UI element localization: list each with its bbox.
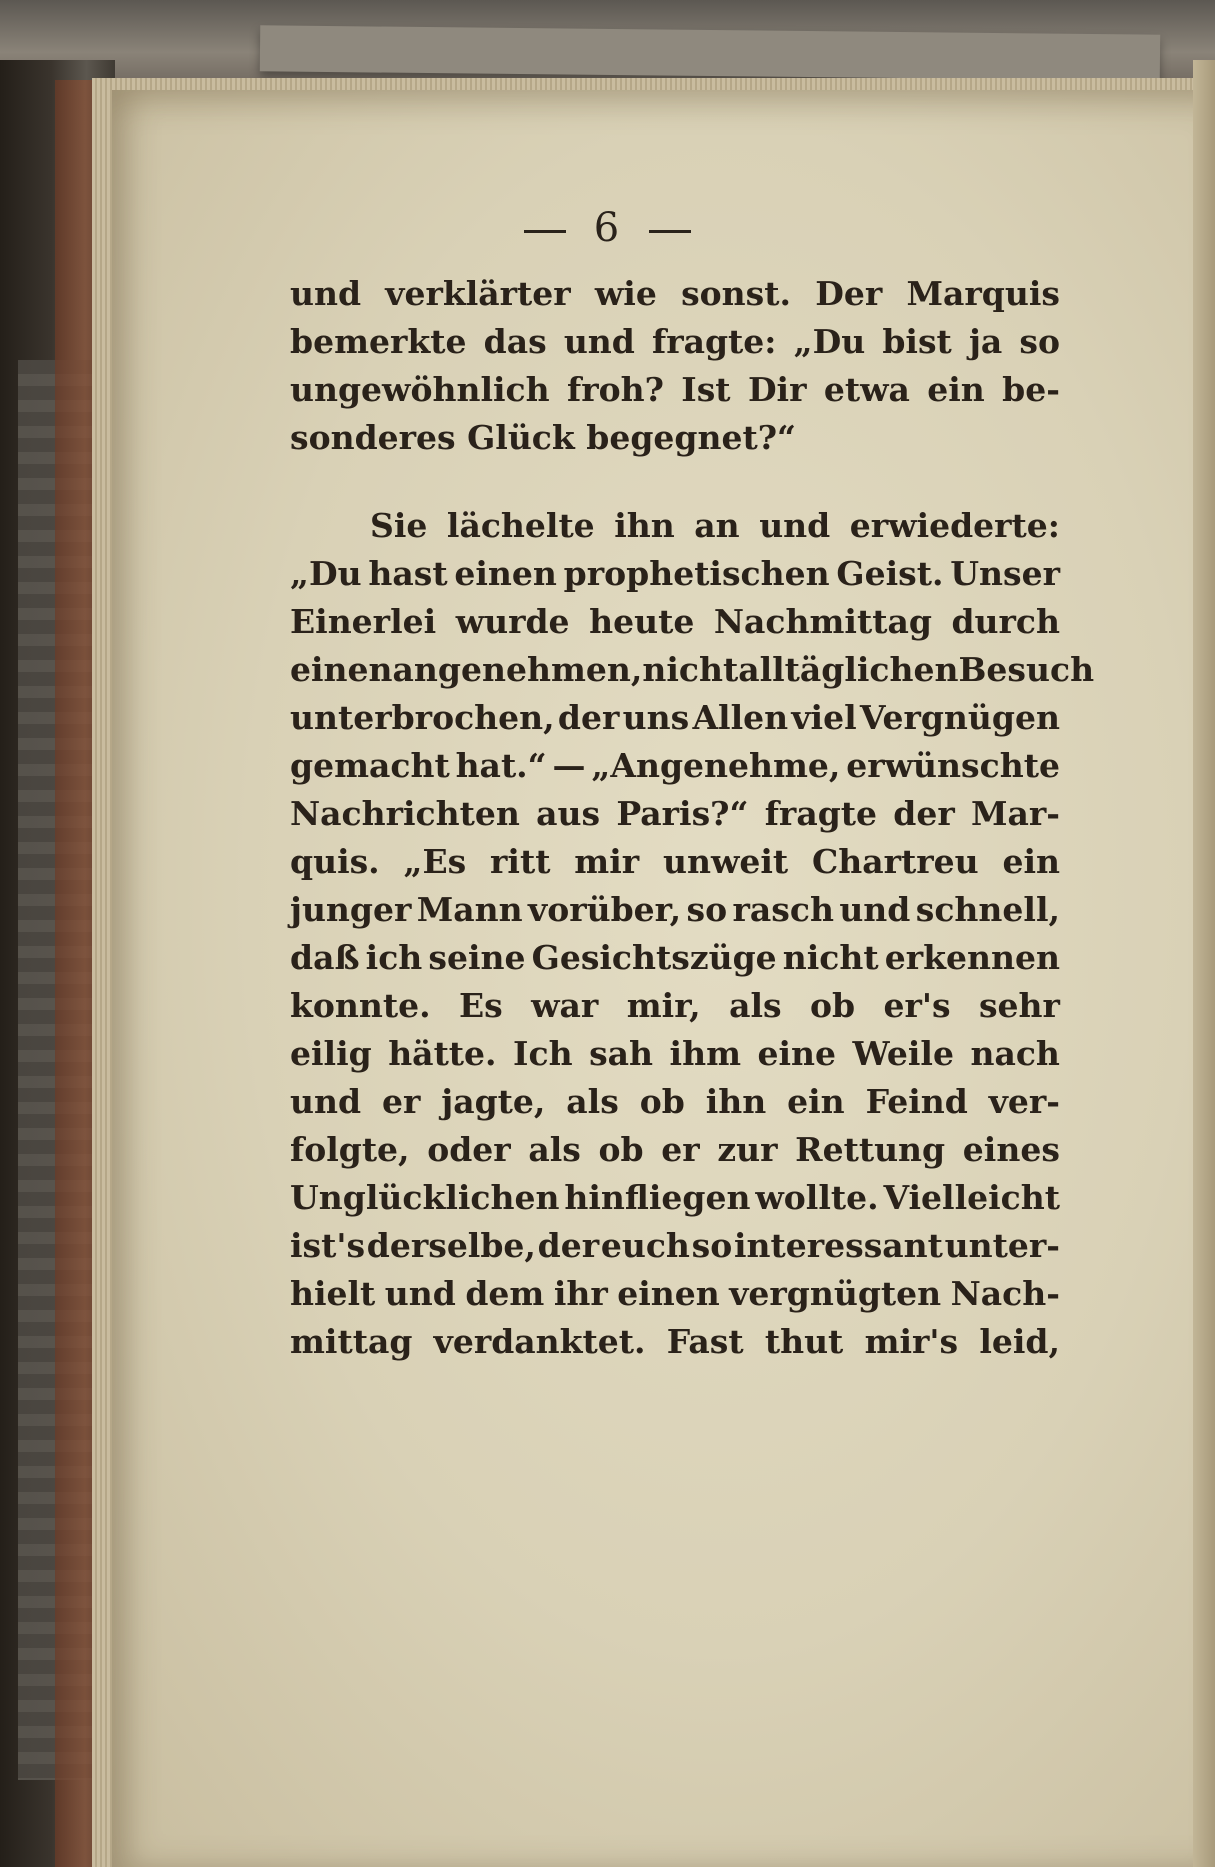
word: durch bbox=[951, 602, 1060, 641]
page-number-header bbox=[0, 205, 1215, 251]
word: Allen bbox=[692, 698, 789, 737]
word: ritt bbox=[490, 842, 551, 881]
word: bemerkte bbox=[290, 322, 467, 361]
word: viel bbox=[791, 698, 857, 737]
word: Ist bbox=[681, 370, 731, 409]
text-line bbox=[290, 1174, 1060, 1222]
word: Vielleicht bbox=[883, 1178, 1060, 1217]
word: ein bbox=[927, 370, 985, 409]
word: hast bbox=[368, 554, 448, 593]
word: Geist. bbox=[836, 554, 944, 593]
word: erkennen bbox=[884, 938, 1060, 977]
word: nicht bbox=[782, 938, 879, 977]
word: erwünschte bbox=[846, 746, 1060, 785]
word: Gesichtszüge bbox=[531, 938, 777, 977]
word: uns bbox=[622, 698, 690, 737]
text-line bbox=[290, 838, 1060, 886]
word: mir's bbox=[864, 1322, 959, 1361]
word: Dir bbox=[747, 370, 807, 409]
word: ungewöhnlich bbox=[290, 370, 550, 409]
word: Nachrichten bbox=[290, 794, 520, 833]
word: interessant bbox=[733, 1226, 943, 1265]
text-line bbox=[290, 1030, 1060, 1078]
text-line bbox=[290, 982, 1060, 1030]
word: unterbrochen, bbox=[290, 698, 555, 737]
word: fragte bbox=[764, 794, 878, 833]
word: einen bbox=[454, 554, 557, 593]
word: verdanktet. bbox=[433, 1322, 646, 1361]
word: einen bbox=[617, 1274, 720, 1313]
word: angenehmen, bbox=[392, 650, 643, 689]
text-line bbox=[290, 886, 1060, 934]
word: und bbox=[384, 1274, 456, 1313]
word: und bbox=[759, 506, 831, 545]
text-line bbox=[290, 270, 1060, 318]
word: Weile bbox=[852, 1034, 954, 1073]
word: daß bbox=[290, 938, 360, 977]
word: der bbox=[557, 698, 620, 737]
word: Sie bbox=[370, 506, 428, 545]
word: und bbox=[290, 1082, 362, 1121]
word: thut bbox=[764, 1322, 844, 1361]
text-line bbox=[290, 366, 1060, 414]
text-line bbox=[290, 1318, 1060, 1366]
word: ein bbox=[1002, 842, 1060, 881]
word: Mar- bbox=[970, 794, 1060, 833]
body-text bbox=[290, 270, 1095, 1366]
text-line bbox=[290, 550, 1060, 598]
text-line bbox=[290, 694, 1060, 742]
word: eilig bbox=[290, 1034, 372, 1073]
text-line bbox=[290, 502, 1060, 550]
word: mir bbox=[574, 842, 640, 881]
text-line bbox=[290, 598, 1060, 646]
word: ob bbox=[639, 1082, 685, 1121]
word: jagte, bbox=[441, 1082, 546, 1121]
word: gemacht bbox=[290, 746, 450, 785]
word: prophetischen bbox=[563, 554, 830, 593]
word: ist's bbox=[290, 1226, 366, 1265]
word: Fast bbox=[666, 1322, 744, 1361]
word: eine bbox=[757, 1034, 837, 1073]
word: als bbox=[528, 1130, 581, 1169]
word: Der bbox=[815, 274, 883, 313]
word: Einerlei bbox=[290, 602, 437, 641]
word: fragte: bbox=[652, 322, 777, 361]
word: ich bbox=[365, 938, 423, 977]
right-page-edge bbox=[1193, 60, 1215, 1867]
word: und bbox=[563, 322, 635, 361]
word: hat.“ bbox=[455, 746, 547, 785]
word: wurde bbox=[455, 602, 570, 641]
cover-binding-strip bbox=[260, 25, 1160, 80]
word: — bbox=[552, 746, 586, 785]
right-dash bbox=[649, 230, 691, 233]
word: und bbox=[839, 890, 911, 929]
word: war bbox=[531, 986, 599, 1025]
word: Mann bbox=[416, 890, 523, 929]
word: hätte. bbox=[388, 1034, 497, 1073]
word: und bbox=[290, 274, 362, 313]
word: Ich bbox=[513, 1034, 573, 1073]
word: Chartreu bbox=[811, 842, 979, 881]
word: unter- bbox=[944, 1226, 1060, 1265]
word: bist bbox=[882, 322, 952, 361]
word: als bbox=[566, 1082, 619, 1121]
word: ein bbox=[787, 1082, 845, 1121]
word: wie bbox=[594, 274, 657, 313]
word: alltäglichen bbox=[738, 650, 959, 689]
word: heute bbox=[589, 602, 695, 641]
word: eines bbox=[962, 1130, 1060, 1169]
word: unweit bbox=[662, 842, 789, 881]
word: sah bbox=[589, 1034, 654, 1073]
word: so bbox=[691, 1226, 733, 1265]
word: zur bbox=[717, 1130, 778, 1169]
word: konnte. bbox=[290, 986, 431, 1025]
word: der bbox=[537, 1226, 600, 1265]
word: nicht bbox=[642, 650, 739, 689]
word: sehr bbox=[978, 986, 1060, 1025]
word: nach bbox=[970, 1034, 1060, 1073]
text-line bbox=[290, 646, 1095, 694]
word: ihn bbox=[614, 506, 675, 545]
text-line bbox=[290, 414, 1060, 462]
word: erwiederte: bbox=[849, 506, 1060, 545]
word: sonst. bbox=[681, 274, 791, 313]
word: Rettung bbox=[795, 1130, 946, 1169]
word: ja bbox=[968, 322, 1003, 361]
word: Nach- bbox=[950, 1274, 1060, 1313]
word: quis. bbox=[290, 842, 380, 881]
word: junger bbox=[290, 890, 412, 929]
word: Vergnügen bbox=[859, 698, 1060, 737]
word: so bbox=[1019, 322, 1060, 361]
word: oder bbox=[427, 1130, 511, 1169]
word: hinfliegen bbox=[564, 1178, 751, 1217]
word: hielt bbox=[290, 1274, 376, 1313]
word: rasch bbox=[732, 890, 834, 929]
word: er bbox=[381, 1082, 421, 1121]
word: seine bbox=[428, 938, 526, 977]
word: verklärter bbox=[385, 274, 571, 313]
text-line bbox=[290, 1078, 1060, 1126]
word: aus bbox=[536, 794, 601, 833]
word: als bbox=[729, 986, 782, 1025]
word: einen bbox=[290, 650, 393, 689]
word: ob bbox=[598, 1130, 644, 1169]
word: lächelte bbox=[446, 506, 595, 545]
word: Marquis bbox=[906, 274, 1060, 313]
word: be- bbox=[1002, 370, 1060, 409]
word: ob bbox=[809, 986, 856, 1025]
text-line bbox=[290, 318, 1060, 366]
word: so bbox=[686, 890, 728, 929]
word: dem bbox=[465, 1274, 545, 1313]
word: froh? bbox=[567, 370, 664, 409]
word: „Du bbox=[793, 322, 866, 361]
word: Es bbox=[459, 986, 503, 1025]
word: Feind bbox=[865, 1082, 968, 1121]
word: mir, bbox=[626, 986, 701, 1025]
word: Unglücklichen bbox=[290, 1178, 560, 1217]
word: der bbox=[893, 794, 955, 833]
word: Besuch bbox=[958, 650, 1095, 689]
word: „Es bbox=[403, 842, 467, 881]
word: ihn bbox=[705, 1082, 767, 1121]
text-line bbox=[290, 1222, 1060, 1270]
word: Unser bbox=[950, 554, 1060, 593]
page-number: 6 bbox=[593, 205, 622, 251]
word: vergnügten bbox=[729, 1274, 942, 1313]
text-line bbox=[290, 1126, 1060, 1174]
word: wollte. bbox=[755, 1178, 879, 1217]
text-line bbox=[290, 790, 1060, 838]
word: „Du bbox=[290, 554, 362, 593]
word: ihm bbox=[669, 1034, 741, 1073]
word: Nachmittag bbox=[713, 602, 932, 641]
word: das bbox=[483, 322, 547, 361]
word: ver- bbox=[988, 1082, 1060, 1121]
text-line bbox=[290, 742, 1060, 790]
word: er bbox=[661, 1130, 700, 1169]
word: leid, bbox=[979, 1322, 1060, 1361]
word: euch bbox=[600, 1226, 690, 1265]
word: an bbox=[694, 506, 740, 545]
text-line bbox=[290, 934, 1060, 982]
text-line bbox=[290, 1270, 1060, 1318]
word: folgte, bbox=[290, 1130, 410, 1169]
word: derselbe, bbox=[366, 1226, 536, 1265]
word: er's bbox=[883, 986, 951, 1025]
word: „Angenehme, bbox=[591, 746, 841, 785]
word: mittag bbox=[290, 1322, 413, 1361]
text-line-content: sonderes Glück begegnet?“ bbox=[290, 418, 797, 457]
word: schnell, bbox=[915, 890, 1060, 929]
left-dash bbox=[524, 230, 566, 233]
word: ihr bbox=[553, 1274, 608, 1313]
word: etwa bbox=[823, 370, 910, 409]
word: vorüber, bbox=[528, 890, 682, 929]
word: Paris?“ bbox=[616, 794, 749, 833]
